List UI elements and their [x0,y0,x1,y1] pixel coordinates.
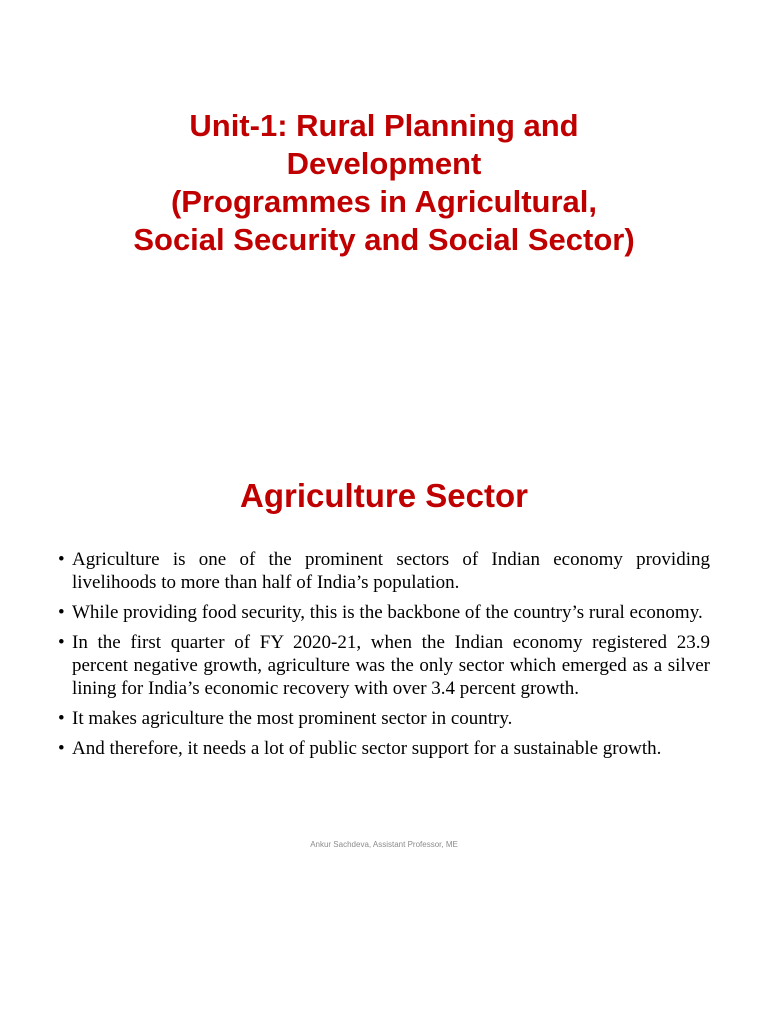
bullet-list [58,548,710,767]
bullet-item [58,548,710,594]
bullet-text: It makes agriculture the most prominent sector in country. [72,708,513,729]
bullet-item [58,737,710,760]
bullet-icon: • [58,632,65,653]
bullet-text: And therefore, it needs a lot of public sector support for a sustainable growth. [72,738,662,759]
slide-footer: Ankur Sachdeva, Assistant Professor, ME [310,840,458,849]
unit-title-line-1: Unit-1: Rural Planning and [189,108,579,143]
bullet-icon: • [58,708,65,729]
bullet-text: While providing food security, this is the backbone of the country’s rural economy. [72,602,703,623]
bullet-item [58,707,710,730]
bullet-icon: • [58,549,65,570]
unit-title-line-2: Development [286,146,482,181]
section-title: Agriculture Sector [240,477,528,514]
bullet-item [58,631,710,700]
unit-title [0,107,768,259]
bullet-icon: • [58,602,65,623]
title-slide [0,0,768,420]
bullet-text: In the first quarter of FY 2020-21, when the Indian economy registered 23.9 percent negative growth, agriculture was the only sector which emerged as a silver lining for India’s economic recovery with over 3.4 percent growth. [72,632,710,699]
bullet-item [58,601,710,624]
unit-title-line-4: Social Security and Social Sector) [133,222,635,257]
bullet-icon: • [58,738,65,759]
agriculture-slide [0,430,768,870]
bullet-text: Agriculture is one of the prominent sectors of Indian economy providing livelihoods to more than half of India’s population. [72,549,710,593]
unit-title-line-3: (Programmes in Agricultural, [170,184,598,219]
